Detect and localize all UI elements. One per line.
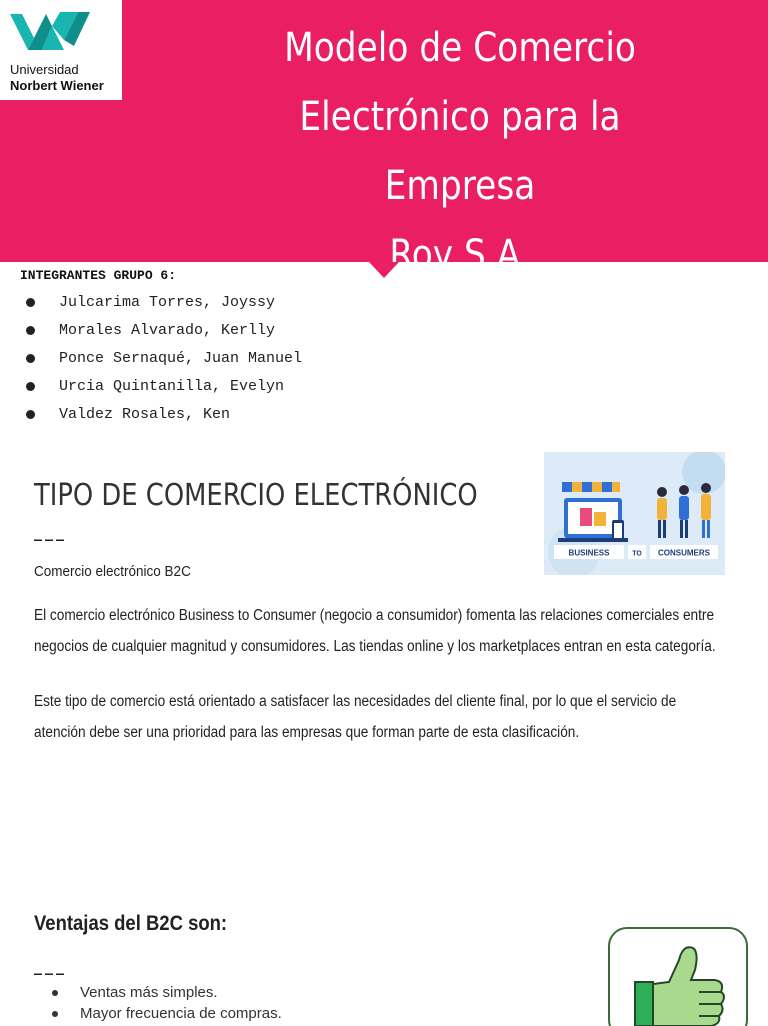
members-list [26,288,302,428]
logo-text-line2: Norbert Wiener [10,78,104,93]
member-name: Julcarima Torres, Joyssy [59,293,276,311]
list-item [26,400,302,428]
advantage-text: Mayor frecuencia de compras. [80,1005,282,1022]
advantage-text: Ventas más simples. [80,984,218,1001]
advantages-list [52,982,282,1024]
b2c-illustration [544,452,725,575]
bullet-icon [26,410,35,419]
section-subtitle: Comercio electrónico B2C [34,563,191,580]
page-title [219,14,701,290]
advantages-title: Ventajas del B2C son: [34,912,228,935]
bullet-icon [26,298,35,307]
list-item [52,982,282,1003]
business-label: BUSINESS [568,548,610,558]
paragraph-line: atención debe ser una prioridad para las empresas que forman parte de esta clasificación. [34,724,580,741]
university-logo [0,0,122,100]
section-divider: ___ [34,522,67,541]
list-item [26,288,302,316]
thumbs-up-icon [607,926,749,1026]
bullet-icon [26,326,35,335]
bullet-icon [26,382,35,391]
paragraph-line: El comercio electrónico Business to Consumer (negocio a consumidor) fomenta las relaciones comerciales entre [34,607,715,624]
bullet-icon [26,354,35,363]
list-item [26,372,302,400]
list-item [26,316,302,344]
bullet-icon [52,1011,58,1017]
page-title-line: Roy S.A. [389,232,531,278]
consumers-label: CONSUMERS [657,548,711,558]
paragraph-line: Este tipo de comercio está orientado a satisfacer las necesidades del cliente final, por lo que el servicio de [34,693,677,710]
member-name: Morales Alvarado, Kerlly [59,321,276,339]
list-item [52,1003,282,1024]
member-name: Valdez Rosales, Ken [59,405,231,423]
member-name: Ponce Sernaqué, Juan Manuel [59,349,303,367]
paragraph-2 [34,686,720,748]
logo-text-line1: Universidad [10,62,79,77]
page-title-line: Electrónico para la Empresa [299,94,621,209]
to-label: TO [632,550,642,558]
bullet-icon [52,990,58,996]
banner-notch [369,262,399,278]
group-title: INTEGRANTES GRUPO 6: [20,268,177,283]
university-logo-mark-icon [8,8,92,56]
advantages-divider: ___ [34,956,67,975]
paragraph-1 [34,600,720,662]
section-title: TIPO DE COMERCIO ELECTRÓNICO [34,478,478,513]
page-title-line: Modelo de Comercio [284,25,636,71]
member-name: Urcia Quintanilla, Evelyn [59,377,285,395]
paragraph-line: negocios de cualquier magnitud y consumidores. Las tiendas online y los marketplaces entran en esta categoría. [34,638,716,655]
list-item [26,344,302,372]
